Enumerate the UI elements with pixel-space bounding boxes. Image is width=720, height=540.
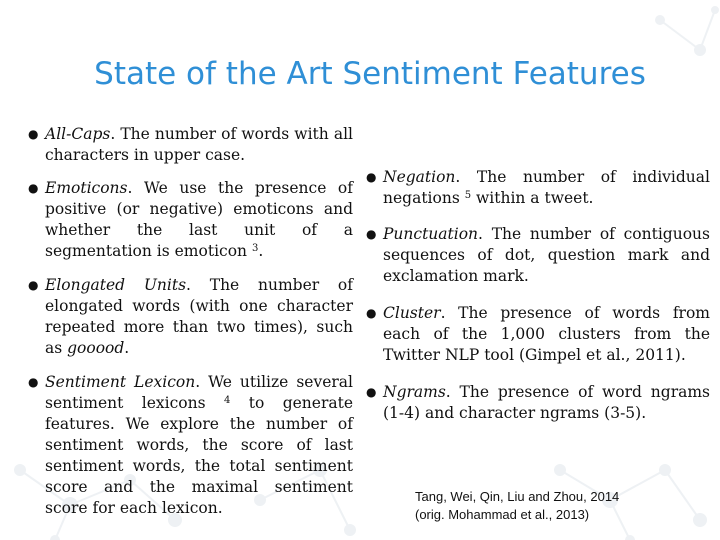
list-item-text [383,167,710,209]
feature-description-tail: . [258,242,264,260]
left-feature-column [28,124,353,519]
feature-description: . The presence of words from each of the 1,000 clusters from the Twitter NLP tool (Gimpel et al., 2011). [383,304,710,364]
list-item-all-caps [28,124,353,166]
footnote-marker: 4 [223,395,231,406]
list-item-text [383,303,710,366]
bullet-icon: ● [366,227,377,241]
feature-term: All-Caps [45,125,111,143]
feature-term: Ngrams [383,383,446,401]
feature-description: . We utilize several sentiment lexicons [45,373,353,412]
list-item-emoticons [28,178,353,262]
feature-term: Elongated Units [45,276,187,294]
citation [415,488,619,524]
example-word: gooood [67,339,125,357]
feature-term: Emoticons [45,179,128,197]
right-feature-column [366,167,710,424]
list-item-sentiment-lexicon [28,372,353,519]
list-item-ngrams [366,382,710,424]
list-item-elongated-units [28,275,353,359]
footnote-marker: 3 [251,243,259,254]
list-item-text [383,382,710,424]
feature-term: Sentiment Lexicon [45,373,196,391]
list-item-punctuation [366,224,710,287]
feature-description: . The number of contiguous sequences of dot, question mark and exclamation mark. [383,225,710,285]
list-item-text [383,224,710,287]
feature-term: Punctuation [383,225,479,243]
feature-description: . We use the presence of positive (or negative) emoticons and whether the last unit of a segmentation is emoticon [45,179,353,260]
bullet-icon: ● [28,181,39,195]
bullet-icon: ● [28,375,39,389]
feature-description: . The number of elongated words (with one character repeated more than two times), such as [45,276,353,357]
list-item-text [45,275,353,359]
feature-description: . The number of individual negations [383,168,710,207]
list-item-text [45,178,353,262]
bullet-icon: ● [366,306,377,320]
list-item-text [45,124,353,166]
bullet-icon: ● [366,170,377,184]
bullet-icon: ● [28,278,39,292]
slide-title: State of the Art Sentiment Features [94,56,646,92]
feature-description: . The number of words with all characters in upper case. [45,125,353,164]
bullet-icon: ● [366,385,377,399]
feature-term: Cluster [383,304,441,322]
feature-description-tail: to generate features. We explore the number of sentiment words, the score of last sentiment words, the total sentiment score and the maximal sentiment score for each lexicon. [45,394,354,517]
feature-term: Negation [383,168,456,186]
feature-description-tail: within a tweet. [471,189,594,207]
list-item-cluster [366,303,710,366]
citation-line-2: (orig. Mohammad et al., 2013) [415,507,590,522]
feature-description-tail: . [124,339,130,357]
feature-description: . The presence of word ngrams (1-4) and character ngrams (3-5). [383,383,710,422]
footnote-marker: 5 [464,190,472,201]
list-item-text [45,372,353,519]
citation-line-1: Tang, Wei, Qin, Liu and Zhou, 2014 [415,489,620,504]
bullet-icon: ● [28,127,39,141]
list-item-negation [366,167,710,209]
